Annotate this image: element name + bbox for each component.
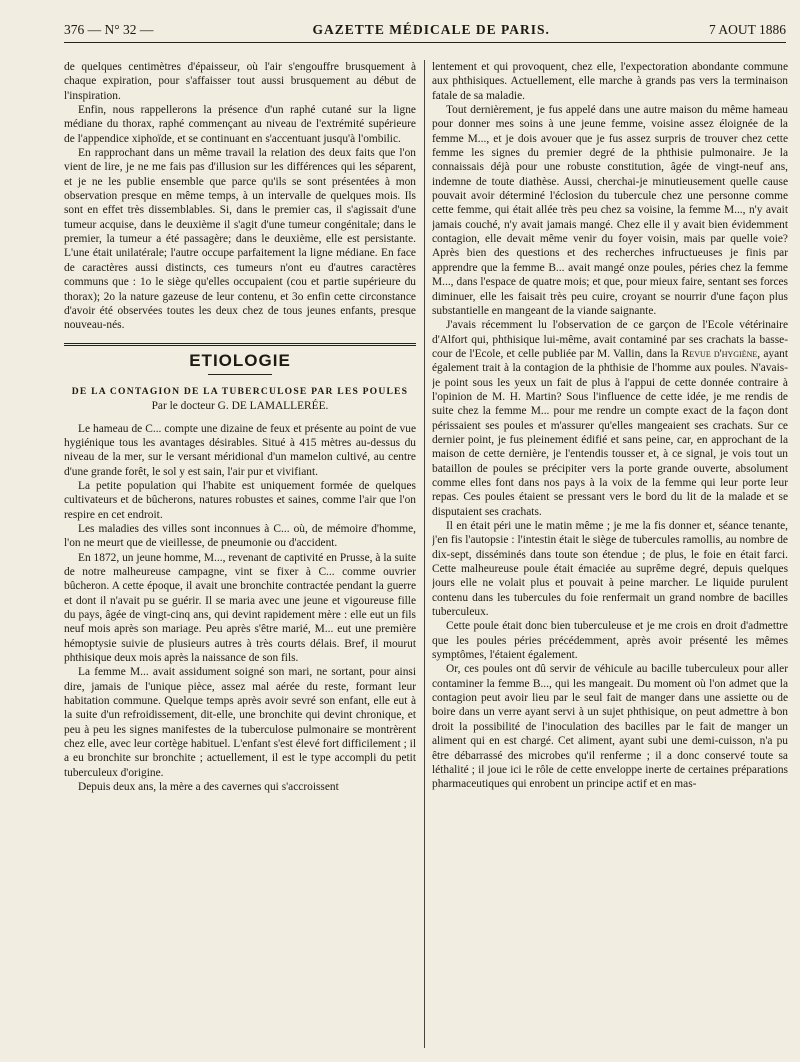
journal-reference: Revue d'hygiène bbox=[681, 347, 758, 360]
text-run: , ayant également trait à la contagion de la phthisie de l'homme aux poules. N'avais-je point sous les yeux un fait de plus à l'appui de cette donnée contraire à l'opinion de M. H. Martin? Sous l'influence de cette idée, je me rendis de suite chez la femme M... pour me rendre un compte exact de la façon dont périssaient ses poules et m'assurer qu'elles mangeaient ses crachats. Sur ce dernier point, je fus pleinement édifié et sans peine, car, en approchant de la maison de cette dernière, je l'entendis tousser et, à ce signal, je vois tout un bataillon de poules se précipiter vers la porte grande ouverte, absolument comme elles font dans nos pays à la voix de la femme qui leur porte leur repas. Ces poules étaient se pressant vers le bord du lit de la malade et se disputaient ses crachats. bbox=[432, 347, 788, 518]
paragraph: Cette poule était donc bien tuberculeuse et je me crois en droit d'admettre que les poules péries précédemment, après avoir présenté les mêmes symptômes, l'étaient également. bbox=[432, 620, 788, 662]
journal-title: GAZETTE MÉDICALE DE PARIS. bbox=[312, 22, 550, 37]
paragraph: Il en était péri une le matin même ; je me la fis donner et, séance tenante, j'en fis l'autopsie : l'intestin était le siège de tubercules ramollis, au nombre de dix-sept, disséminés dans toute son étendue ; de plus, le foie en était farci. Cette malheureuse poule était émaciée au suprême degré, depuis quelques jours elle ne volait plus et pouvait à peine marcher. Le liquide purulent contenu dans les tubercules du foie renfermait un grand nombre de bacilles tuberculeux. bbox=[432, 520, 788, 619]
page-header bbox=[64, 18, 786, 42]
section-divider bbox=[64, 343, 416, 346]
page-number-and-issue bbox=[64, 22, 153, 38]
article-author: Par le docteur G. DE LAMALLERÉE. bbox=[151, 400, 329, 413]
paragraph bbox=[432, 318, 788, 519]
paragraph: de quelques centimètres d'épaisseur, où l'air s'engouffre brusquement à chaque expiration, pour s'affaisser tout aussi brusquement au début de l'inspiration. bbox=[64, 61, 416, 102]
right-column bbox=[432, 60, 788, 1048]
header-rule bbox=[64, 42, 786, 43]
paragraph: En 1872, un jeune homme, M..., revenant de captivité en Prusse, à la suite de notre malheureuse campagne, vint se fixer à C... comme ouvrier bûcheron. A cette époque, il avait une bronchite contractée pendant la guerre et dont il n'avait pu se guérir. Il se maria avec une jeune et vigoureuse fille du pays, âgée de vingt-cinq ans, qui devint rapidement mère : elle eut un fils neuf mois après son mariage. Peu après s'être marié, M... eut une première hémoptysie suivie de plusieurs autres à très courts délais. Bref, il mourut phthisique deux mois après la naissance de son fils. bbox=[64, 551, 416, 665]
title-underline bbox=[208, 374, 272, 375]
paragraph: Enfin, nous rappellerons la présence d'un raphé cutané sur la ligne médiane du thorax, raphé commençant au niveau de l'extrémité supérieure de l'appendice xiphoïde, et se continuant en s'accentuant jusqu'à l'ombilic. bbox=[64, 104, 416, 145]
article-subheading: DE LA CONTAGION DE LA TUBERCULOSE PAR LES POULES bbox=[71, 385, 409, 397]
text-run: J'avais récemment lu l'observation de ce garçon de l'Ecole vétérinaire d'Alfort qui, phthisique lui-même, avait contaminé par ses crachats la basse-cour de l'Ecole, et celle publiée par M. Vallin, dans la bbox=[432, 319, 788, 360]
paragraph: Les maladies des villes sont inconnues à C... où, de mémoire d'homme, l'on ne meurt que de vieillesse, de pneumonie ou d'accident. bbox=[64, 522, 416, 550]
column-divider bbox=[424, 60, 425, 1048]
paragraph: En rapprochant dans un même travail la relation des deux faits que l'on vient de lire, je ne me fais pas d'illusion sur les différences qui les séparent, et je ne les publie ensemble que parce qu'ils se sont présentées à mon observation presque en même temps, à un intervalle de quelques mois. Ils sont en effet très dissemblables. Si, dans le premier cas, il s'agissait d'une tumeur acquise, dans le deuxième il s'agit d'une tumeur congénitale; dans le premier, la tumeur a été passagère; dans le deuxième, elle est persistante. L'une était unilatérale; l'autre occupe parfaitement la ligne médiane. En face de caractères aussi distincts, ces tumeurs n'ont eu d'autres caractères communs que : 1o le siège qu'elles occupaient (cou et partie supérieure du thorax); 2o la nature gazeuse de leur contenu, et 3o enfin cette circonstance d'avoir été observées toutes les deux chez de tous jeunes enfants, presque nouveau-nés. bbox=[64, 147, 416, 332]
issue-number: — N° 32 — bbox=[87, 22, 154, 37]
paragraph: Tout dernièrement, je fus appelé dans une autre maison du même hameau pour donner mes soins à une jeune femme, voisine assez éloignée de la femme M..., et je dois avouer que je fus assez surpris de trouver chez cette femme les signes du premier degré de la phthisie pulmonaire. Je la connaissais déjà pour une robuste constitution, âgée de vingt-neuf ans, indemne de toute diathèse. Aussi, cherchai-je minutieusement quelle cause pouvait avoir déterminé l'éclosion du tubercule chez une personne comme cette femme, qui était allée très peu chez sa voisine, la femme M..., n'y avait jamais couché, n'y avait jamais mangé. Chez elle il y avait bien évidemment contagion, elle devait même venir du foyer voisin, mais par quelle voie? Après bien des questions et des recherches infructueuses je finis par apprendre que la femme B... avait mangé onze poules, péries chez la femme M..., dans l'espace de quatre mois; et que, pour mieux faire, sentant ses forces diminuer, elle les faisait très peu cuire, croyant se nourrir d'une façon plus substantielle en mangeant de la viande saignante. bbox=[432, 104, 788, 317]
issue-date: 7 AOUT 1886 bbox=[708, 22, 786, 37]
paragraph: La petite population qui l'habite est uniquement formée de quelques cultivateurs et de bûcherons, natures robustes et saines, comme l'air que l'on respire en cet endroit. bbox=[64, 479, 416, 521]
page-number: 376 bbox=[64, 22, 85, 37]
left-column bbox=[64, 60, 416, 1048]
paragraph: Depuis deux ans, la mère a des cavernes qui s'accroissent bbox=[78, 781, 339, 794]
paragraph: Le hameau de C... compte une dizaine de feux et présente au point de vue hygiénique tous les avantages désirables. Situé à 415 mètres au-dessus du niveau de la mer, sur le versant méridional d'un mamelon cultivé, au centre d'une grande forêt, le sol y est sain, l'air pur et vivifiant. bbox=[64, 422, 416, 478]
paragraph: lentement et qui provoquent, chez elle, l'expectoration abondante commune aux phthisiques. Actuellement, elle marche à grands pas vers la terminaison fatale de sa maladie. bbox=[432, 61, 788, 102]
section-title: ETIOLOGIE bbox=[189, 350, 291, 370]
paragraph: La femme M... avait assidument soigné son mari, ne sortant, pour ainsi dire, jamais de l'unique pièce, assez mal aérée du reste, formant leur habitation commune. Quelque temps après avoir sevré son enfant, elle eut à la suite d'un refroidissement, dit-elle, une bronchite qui devint chronique, et peu à peu les signes manifestes de la tuberculose pulmonaire se montrèrent chez elle, avec leur cortège habituel. L'enfant s'est élevé fort difficilement ; il a eu bronchite sur bronchite ; actuellement, il est le type accompli du petit tuberculeux d'origine. bbox=[64, 666, 416, 779]
paragraph: Or, ces poules ont dû servir de véhicule au bacille tuberculeux pour aller contaminer la femme B..., qui les mangeait. Du moment où l'on admet que la contagion peut avoir lieu par le seul fait de manger dans une assiette ou de boire dans un verre ayant servi à un sujet phthisique, on peut admettre à bon droit la possibilité de l'inoculation des bacilles par le fait de manger un aliment qui en est chargé. Cet aliment, ayant subi une demi-cuisson, n'a pu être débarrassé des microbes qu'il renferme ; il a donc conservé toute sa léthalité ; il joue ici le rôle de cette enveloppe inerte de certaines préparations pharmaceutiques qui enrobent un principe actif et en mas- bbox=[432, 663, 788, 791]
